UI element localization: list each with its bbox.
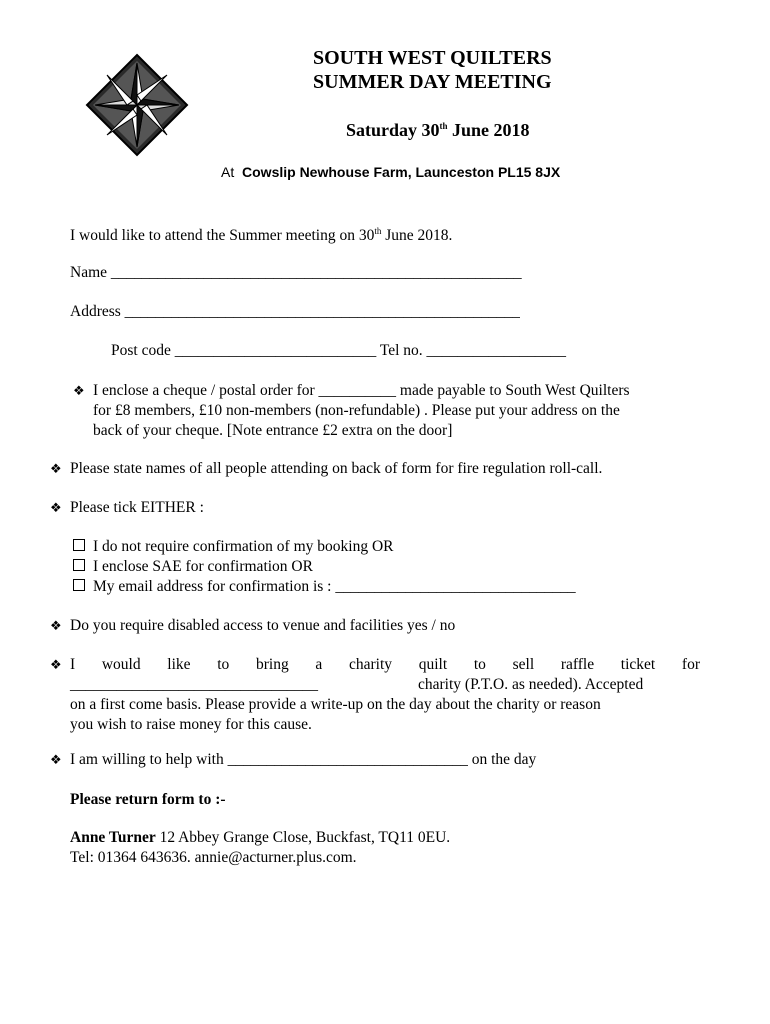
contact-tel-email: Tel: 01364 643636. annie@acturner.plus.com. (70, 849, 357, 866)
postcode-tel-field[interactable]: Post code __________________________ Tel no. __________________ (111, 342, 567, 359)
cheque-line-1: I enclose a cheque / postal order for __________ made payable to South West Quilters (93, 382, 630, 399)
checkbox-icon[interactable] (73, 559, 85, 571)
quilt-star-logo (85, 53, 189, 157)
option-sae[interactable]: I enclose SAE for confirmation OR (73, 558, 313, 576)
diamond-bullet-icon: ❖ (50, 501, 62, 516)
charity-name-field[interactable]: ________________________________ (70, 676, 318, 693)
option-no-confirmation[interactable]: I do not require confirmation of my booking OR (73, 538, 393, 556)
charity-line-3: on a first come basis. Please provide a write-up on the day about the charity or reason (70, 696, 601, 713)
help-field[interactable]: I am willing to help with _______________________________ on the day (70, 751, 537, 768)
charity-line-1: I would like to bring a charity quilt to sell raffle ticket for (70, 656, 700, 673)
name-field[interactable]: Name _____________________________________________________ (70, 264, 522, 281)
cheque-line-2: for £8 members, £10 non-members (non-refundable) . Please put your address on the (93, 402, 620, 419)
cheque-line-3: back of your cheque. [Note entrance £2 extra on the door] (93, 422, 453, 439)
diamond-bullet-icon: ❖ (50, 658, 62, 673)
charity-line-4: you wish to raise money for this cause. (70, 716, 312, 733)
diamond-bullet-icon: ❖ (50, 462, 62, 477)
names-note: Please state names of all people attending on back of form for fire regulation roll-call. (70, 460, 603, 477)
checkbox-icon[interactable] (73, 579, 85, 591)
contact-address: Anne Turner 12 Abbey Grange Close, Buckfast, TQ11 0EU. (70, 829, 451, 846)
diamond-bullet-icon: ❖ (50, 619, 62, 634)
diamond-bullet-icon: ❖ (50, 753, 62, 768)
checkbox-icon[interactable] (73, 539, 85, 551)
tick-either-label: Please tick EITHER : (70, 499, 204, 516)
title-line-1: SOUTH WEST QUILTERS (313, 47, 552, 69)
charity-line-2: charity (P.T.O. as needed). Accepted (418, 676, 644, 693)
return-heading: Please return form to :- (70, 791, 226, 808)
address-field[interactable]: Address ___________________________________________________ (70, 303, 520, 320)
disabled-access-question: Do you require disabled access to venue and facilities yes / no (70, 617, 456, 634)
venue-line: At Cowslip Newhouse Farm, Launceston PL15 8JX (221, 164, 561, 180)
attend-statement: I would like to attend the Summer meeting on 30th June 2018. (70, 225, 453, 244)
option-email[interactable]: My email address for confirmation is : _______________________________ (73, 578, 576, 596)
meeting-date: Saturday 30th June 2018 (346, 120, 530, 140)
diamond-bullet-icon: ❖ (73, 384, 85, 399)
title-line-2: SUMMER DAY MEETING (313, 71, 552, 93)
